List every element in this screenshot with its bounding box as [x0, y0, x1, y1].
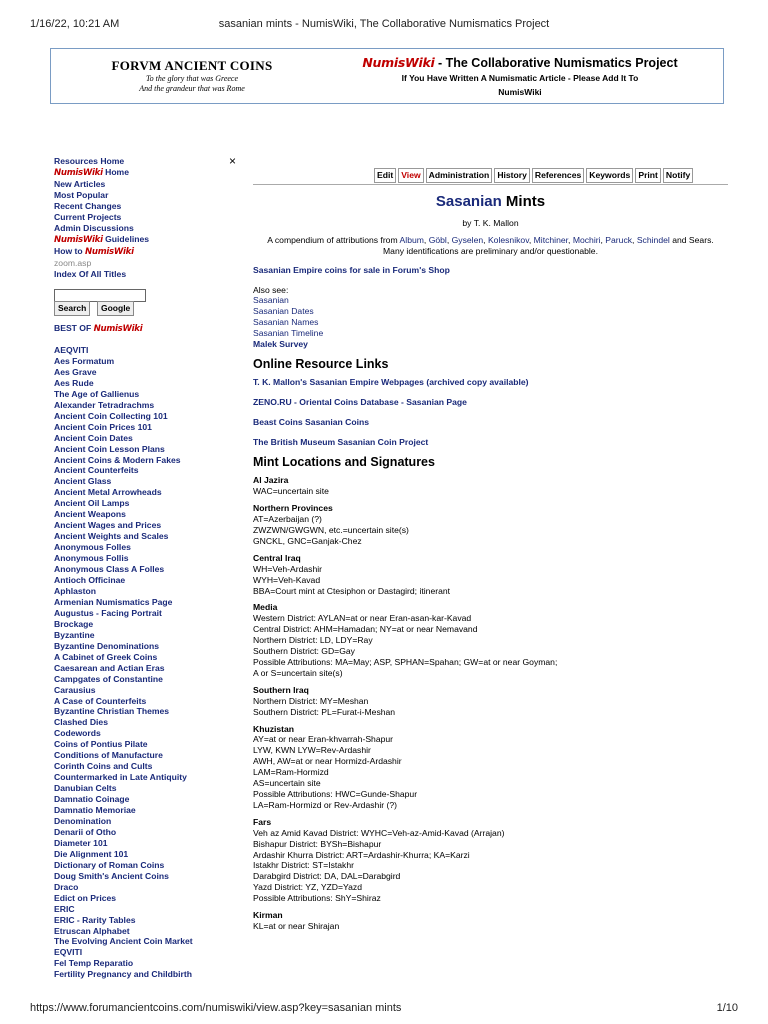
best-of-item[interactable]: Armenian Numismatics Page [54, 596, 173, 607]
mint-line: GNCKL, GNC=Ganjak-Chez [253, 535, 362, 546]
best-of-item[interactable]: Antioch Officinae [54, 575, 126, 586]
mint-line: Istakhr District: ST=Istakhr [253, 860, 354, 871]
add-article-line-1: If You Have Written A Numismatic Article - Please Add It To [401, 73, 639, 83]
best-of-item[interactable]: Diameter 101 [54, 837, 108, 848]
mint-line: WYH=Veh-Kavad [253, 574, 321, 585]
resource-link[interactable]: ZENO.RU - Oriental Coins Database - Sasanian Page [253, 396, 467, 407]
best-of-item[interactable]: Byzantine Christian Themes [54, 706, 170, 717]
mint-line: Western District: AYLAN=at or near Eran-asan-kar-Kavad [253, 613, 472, 624]
mint-line: Northern District: LD, LDY=Ray [253, 635, 373, 646]
print-url: https://www.forumancientcoins.com/numiswiki/view.asp?key=sasanian mints [30, 1002, 402, 1014]
mint-line: Ardashir Khurra District: ART=Ardashir-Khurra; KA=Karzi [253, 849, 470, 860]
mint-line: AWH, AW=at or near Hormizd-Ardashir [253, 756, 402, 767]
best-of-item[interactable]: Anonymous Class A Folles [54, 564, 165, 575]
best-of-item[interactable]: Anonymous Folles [54, 542, 131, 553]
source-link[interactable]: Kolesnikov [487, 234, 529, 245]
best-of-item[interactable]: Ancient Oil Lamps [54, 498, 130, 509]
also-see-link[interactable]: Sasanian [253, 295, 289, 306]
best-of-item[interactable]: Countermarked in Late Antiquity [54, 772, 187, 783]
best-of-item[interactable]: Ancient Wages and Prices [54, 520, 162, 531]
print-title: sasanian mints - NumisWiki, The Collaborative Numismatics Project [218, 18, 550, 30]
tagline: - The Collaborative Numismatics Project [434, 56, 678, 70]
best-of-item[interactable]: Anonymous Follis [54, 553, 129, 564]
tab-references[interactable]: References [532, 168, 584, 183]
numiswiki-logo-small: NumisWiki [85, 246, 134, 257]
tab-divider [253, 184, 728, 185]
mint-line: LAM=Ram-Hormizd [253, 767, 329, 778]
mint-section-heading: Media [253, 602, 278, 613]
sidebar-resources-home[interactable]: Resources Home [54, 156, 125, 166]
tab-view[interactable]: View [398, 168, 423, 183]
sidebar-numiswiki-home[interactable] [54, 167, 239, 179]
mint-line: AY=at or near Eran-khvarrah-Shapur [253, 734, 394, 745]
best-of-item[interactable]: Campgates of Constantine [54, 673, 163, 684]
best-of-item[interactable]: Aphlaston [54, 585, 97, 596]
numiswiki-logo-small: NumisWiki [54, 234, 103, 245]
numiswiki-header [330, 55, 710, 98]
best-of-item[interactable]: Dictionary of Roman Coins [54, 859, 165, 870]
mint-line: Possible Attributions: HWC=Gunde-Shapur [253, 788, 418, 799]
sidebar-admin-discussions[interactable]: Admin Discussions [54, 222, 134, 233]
best-of-heading[interactable] [54, 323, 142, 334]
best-of-item[interactable]: Aes Formatum [54, 355, 115, 366]
sidebar-recent-changes[interactable]: Recent Changes [54, 200, 122, 211]
also-see-list [253, 295, 728, 339]
mint-line: Yazd District: YZ, YZD=Yazd [253, 882, 362, 893]
sidebar-new-articles[interactable]: New Articles [54, 178, 106, 189]
tab-edit[interactable]: Edit [374, 168, 396, 183]
best-of-item[interactable]: Alexander Tetradrachms [54, 399, 155, 410]
best-of-item[interactable]: Ancient Weights and Scales [54, 531, 169, 542]
google-button[interactable]: Google [97, 301, 134, 316]
sidebar-how-to-label: How to [54, 245, 86, 256]
mint-line: WH=Veh-Ardashir [253, 563, 323, 574]
source-link[interactable]: Paruck [605, 234, 633, 245]
best-of-list [54, 345, 239, 980]
mint-line: Central District: AHM=Hamadan; NY=at or near Nemavand [253, 624, 478, 635]
best-of-item[interactable]: Codewords [54, 728, 101, 739]
sidebar-most-popular[interactable]: Most Popular [54, 189, 109, 200]
best-of-item[interactable]: Danubian Celts [54, 783, 117, 794]
mint-line: WAC=uncertain site [253, 486, 329, 497]
source-link[interactable]: Göbl [428, 234, 447, 245]
compendium-suffix: and Sears. [672, 234, 714, 245]
page-title-plain: Mints [501, 193, 546, 210]
byline: by T. K. Mallon [462, 217, 519, 228]
best-of-item[interactable]: Die Alignment 101 [54, 848, 129, 859]
mint-line: ZWZWN/GWGWN, etc.=uncertain site(s) [253, 525, 409, 536]
best-of-item[interactable]: Edict on Prices [54, 892, 117, 903]
mint-section-heading: Kirman [253, 910, 283, 921]
mint-section [253, 817, 728, 904]
mint-line: AS=uncertain site [253, 778, 321, 789]
mint-line: AT=Azerbaijan (?) [253, 514, 322, 525]
mint-section [253, 910, 728, 932]
also-see-label: Also see: [253, 284, 289, 295]
mint-line: LYW, KWN LYW=Rev-Ardashir [253, 745, 371, 756]
online-resources-heading: Online Resource Links [253, 356, 389, 371]
best-of-item[interactable]: Ancient Weapons [54, 509, 126, 520]
malek-survey-link[interactable]: Malek Survey [253, 339, 308, 350]
resource-link[interactable]: Beast Coins Sasanian Coins [253, 416, 370, 427]
article-content [253, 195, 728, 938]
mint-section [253, 685, 728, 718]
compendium-prefix: A compendium of attributions from [267, 234, 400, 245]
online-resource-list [253, 377, 728, 448]
sidebar-home-suffix: Home [102, 166, 129, 177]
best-of-item[interactable]: Ancient Coin Collecting 101 [54, 410, 168, 421]
resource-link[interactable]: T. K. Mallon's Sasanian Empire Webpages (archived copy available) [253, 376, 529, 387]
mint-line: Veh az Amid Kavad District: WYHC=Veh-az-Amid-Kavad (Arrajan) [253, 827, 505, 838]
best-of-item[interactable]: Corinth Coins and Cults [54, 761, 153, 772]
resource-link[interactable]: The British Museum Sasanian Coin Project [253, 436, 429, 447]
best-of-item[interactable]: Carausius [54, 684, 96, 695]
mint-section-heading: Al Jazira [253, 475, 289, 486]
motto-line-1: To the glory that was Greece [145, 74, 239, 83]
sidebar-current-projects[interactable]: Current Projects [54, 211, 122, 222]
tab-print[interactable]: Print [635, 168, 661, 183]
mint-section [253, 475, 728, 497]
note-line: Many identifications are preliminary and/or questionable. [383, 245, 598, 256]
best-of-item[interactable]: A Case of Counterfeits [54, 695, 147, 706]
best-of-item[interactable]: Damnatio Coinage [54, 794, 130, 805]
mint-line: Southern District: GD=Gay [253, 646, 355, 657]
best-of-item[interactable]: Clashed Dies [54, 717, 108, 728]
search-button[interactable]: Search [54, 301, 90, 316]
best-of-item[interactable]: Coins of Pontius Pilate [54, 739, 148, 750]
close-icon[interactable]: × [229, 154, 237, 168]
tab-keywords[interactable]: Keywords [586, 168, 633, 183]
source-link[interactable]: Album [399, 234, 424, 245]
mint-section-heading: Northern Provinces [253, 503, 333, 514]
mint-section [253, 553, 728, 597]
best-of-item[interactable]: Aes Grave [54, 366, 97, 377]
best-of-item[interactable]: Byzantine Denominations [54, 640, 160, 651]
best-of-item[interactable]: Ancient Glass [54, 476, 112, 487]
mint-section-heading: Khuzistan [253, 723, 295, 734]
also-see-link[interactable]: Sasanian Timeline [253, 328, 324, 339]
mint-section-heading: Southern Iraq [253, 684, 309, 695]
best-of-item[interactable]: Etruscan Alphabet [54, 925, 130, 936]
print-page-number: 1/10 [716, 1002, 738, 1014]
source-link[interactable]: Mochiri [572, 234, 601, 245]
shop-link[interactable]: Sasanian Empire coins for sale in Forum's Shop [253, 264, 450, 275]
mint-line: Bishapur District: BYSh=Bishapur [253, 838, 382, 849]
add-article-line-2: NumisWiki [498, 87, 542, 97]
source-link[interactable]: Gyselen [451, 234, 484, 245]
best-of-item[interactable]: Brockage [54, 618, 94, 629]
best-of-item[interactable]: The Age of Gallienus [54, 388, 140, 399]
best-of-item[interactable]: Damnatio Memoriae [54, 805, 136, 816]
sidebar [54, 156, 239, 279]
best-of-item[interactable]: EQVITI [54, 947, 83, 958]
best-of-item[interactable]: Augustus - Facing Portrait [54, 607, 162, 618]
compendium-line: A compendium of attributions from Album, Göbl, Gyselen, Kolesnikov, Mitchiner, Mochiri, Paruck, Schindel and Sears. [267, 234, 714, 245]
best-of-item[interactable]: Caesarean and Actian Eras [54, 662, 165, 673]
page-title-colored: Sasanian [435, 193, 502, 210]
mint-line: LA=Ram-Hormizd or Rev-Ardashir (?) [253, 799, 397, 810]
numiswiki-logo-small: NumisWiki [93, 324, 143, 334]
best-of-item[interactable]: Ancient Coin Prices 101 [54, 421, 152, 432]
sidebar-how-to[interactable] [54, 246, 239, 258]
best-of-item[interactable]: Doug Smith's Ancient Coins [54, 870, 169, 881]
mint-section-heading: Central Iraq [253, 552, 301, 563]
tab-administration[interactable]: Administration [426, 168, 493, 183]
best-of-item[interactable]: Fertility Pregnancy and Childbirth [54, 969, 192, 980]
best-of-item[interactable]: Byzantine [54, 629, 95, 640]
mint-section [253, 602, 728, 678]
source-link[interactable]: Mitchiner [533, 234, 569, 245]
also-see-link[interactable]: Sasanian Dates [253, 306, 314, 317]
best-of-item[interactable]: Fel Temp Reparatio [54, 958, 134, 969]
article-tabs [374, 168, 693, 183]
mint-sections [253, 475, 728, 931]
page-title [253, 193, 728, 210]
best-of-item[interactable]: Denomination [54, 815, 112, 826]
mint-section [253, 724, 728, 811]
numiswiki-logo-small: NumisWiki [54, 167, 103, 178]
best-of-item[interactable]: Conditions of Manufacture [54, 750, 163, 761]
best-of-item[interactable]: Ancient Counterfeits [54, 465, 139, 476]
sidebar-guidelines-suffix: Guidelines [102, 233, 150, 244]
best-of-label: BEST OF [54, 323, 94, 333]
source-link[interactable]: Schindel [636, 234, 670, 245]
forvm-name[interactable]: FORVM ANCIENT COINS [111, 58, 273, 73]
best-of-item[interactable]: A Cabinet of Greek Coins [54, 651, 158, 662]
mint-section-heading: Fars [253, 816, 272, 827]
best-of-item[interactable]: Aes Rude [54, 377, 94, 388]
best-of-item[interactable]: ERIC - Rarity Tables [54, 914, 136, 925]
print-date: 1/16/22, 10:21 AM [30, 18, 120, 30]
best-of-item[interactable]: Ancient Coin Lesson Plans [54, 443, 165, 454]
best-of-item[interactable]: The Evolving Ancient Coin Market [54, 936, 193, 947]
mint-locations-heading: Mint Locations and Signatures [253, 454, 435, 469]
mint-line: A or S=uncertain site(s) [253, 667, 343, 678]
best-of-item[interactable]: Denarii of Otho [54, 826, 117, 837]
best-of-item[interactable]: ERIC [54, 903, 75, 914]
mint-line: Darabgird District: DA, DAL=Darabgird [253, 871, 401, 882]
sidebar-zoom[interactable]: zoom.asp [54, 257, 92, 268]
best-of-item[interactable]: Ancient Coin Dates [54, 432, 133, 443]
tab-history[interactable]: History [494, 168, 530, 183]
motto-line-2: And the grandeur that was Rome [139, 84, 245, 93]
also-see-link[interactable]: Sasanian Names [253, 317, 319, 328]
mint-section [253, 503, 728, 547]
best-of-item[interactable]: Draco [54, 881, 79, 892]
best-of-item[interactable]: Ancient Coins & Modern Fakes [54, 454, 181, 465]
mint-line: Southern District: PL=Furat-i-Meshan [253, 706, 396, 717]
sidebar-guidelines[interactable] [54, 234, 239, 246]
forvm-logo[interactable] [64, 58, 320, 94]
mint-line: Northern District: MY=Meshan [253, 695, 369, 706]
mint-line: Possible Attributions: ShY=Shiraz [253, 893, 381, 904]
sidebar-index-titles[interactable]: Index Of All Titles [54, 268, 127, 279]
mint-line: KL=at or near Shirajan [253, 920, 340, 931]
tab-notify[interactable]: Notify [663, 168, 693, 183]
best-of-item[interactable]: AEQVITI [54, 345, 89, 355]
numiswiki-logo[interactable]: NumisWiki [362, 55, 435, 70]
mint-line: BBA=Court mint at Ctesiphon or Dastagird; itinerant [253, 585, 451, 596]
mint-line: Possible Attributions: MA=May; ASP, SPHAN=Spahan; GW=at or near Goyman; [253, 657, 558, 667]
best-of-item[interactable]: Ancient Metal Arrowheads [54, 487, 162, 498]
